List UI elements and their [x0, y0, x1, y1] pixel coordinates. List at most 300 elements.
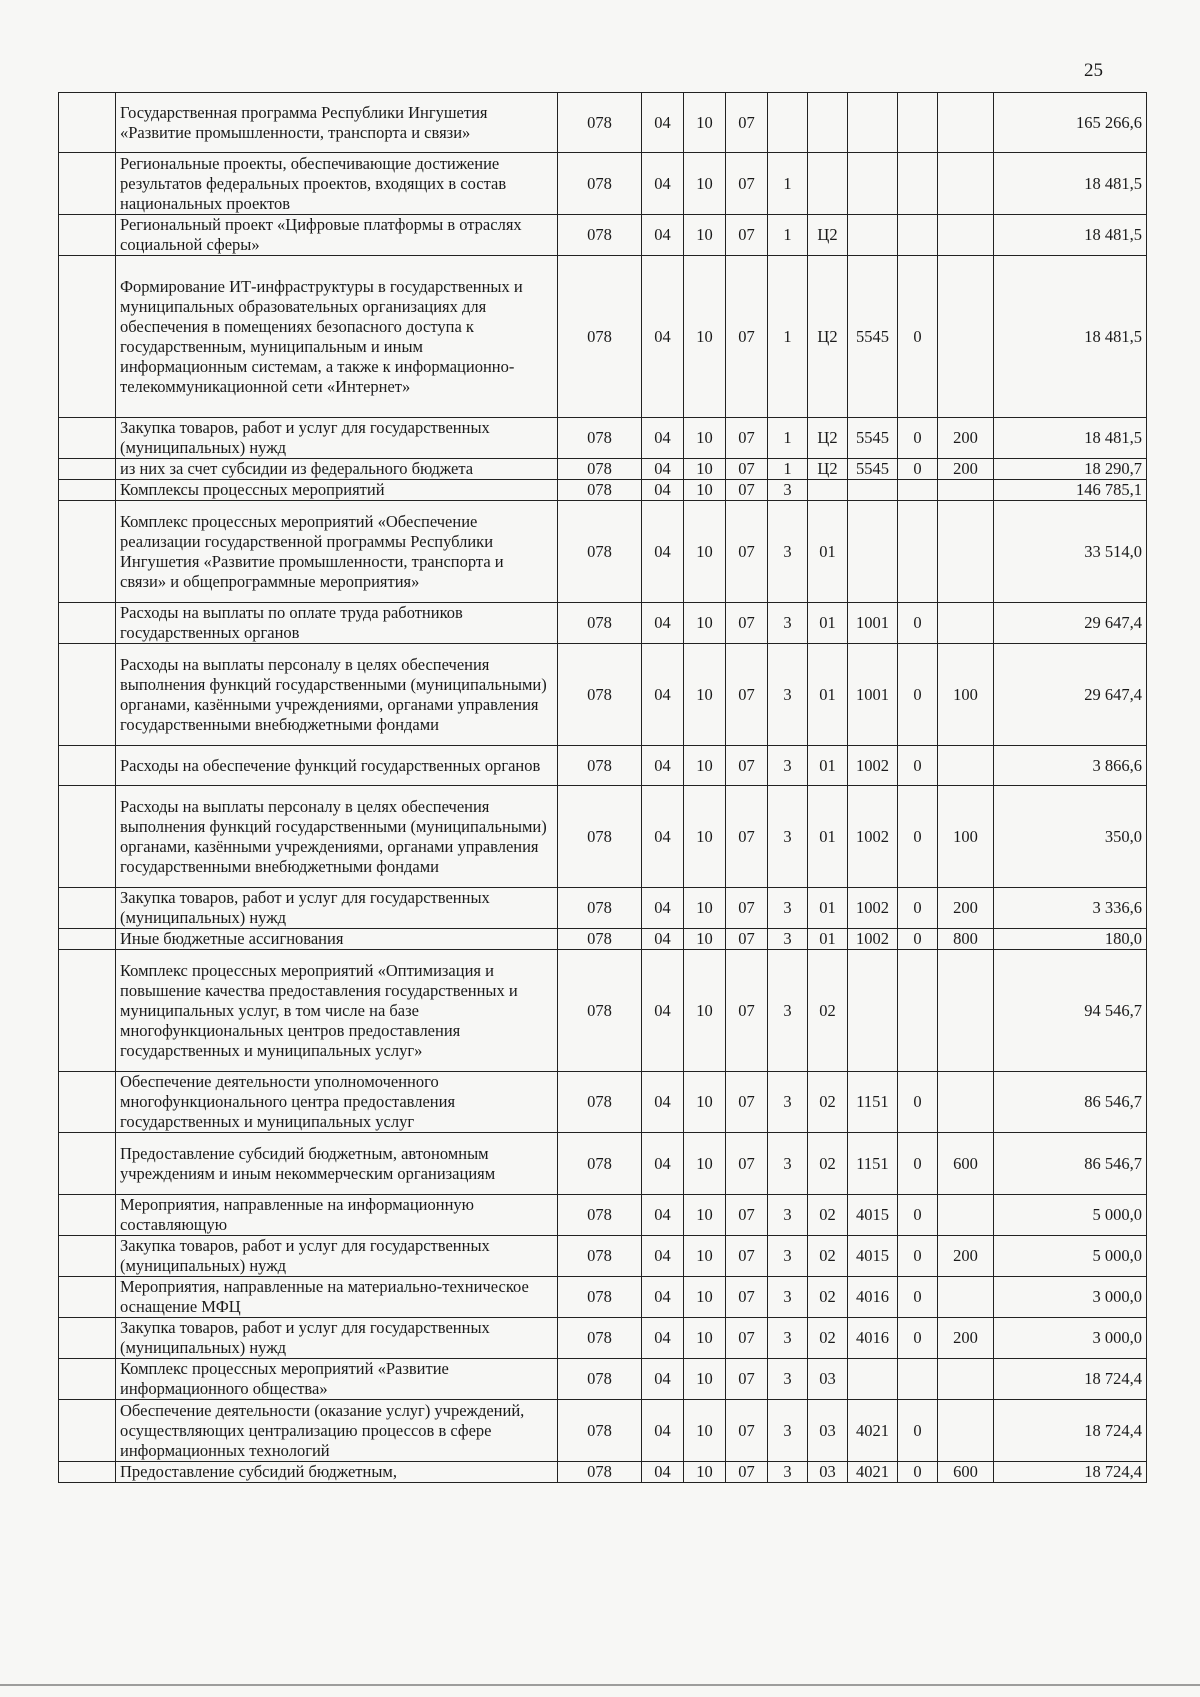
table-row: [59, 1277, 1147, 1318]
code-project: 02: [808, 1236, 848, 1277]
code-program: 07: [726, 501, 768, 603]
table-row: [59, 418, 1147, 459]
page-number: 25: [1084, 60, 1103, 81]
code-section: 04: [642, 1236, 684, 1277]
code-type: 3: [768, 644, 808, 746]
code-project: 01: [808, 501, 848, 603]
code-direction: [848, 950, 898, 1072]
code-program: 07: [726, 1318, 768, 1359]
row-name: Государственная программа Республики Ингушетия «Развитие промышленности, транспорта и связи»: [116, 93, 558, 153]
code-program: 07: [726, 459, 768, 480]
code-program: 07: [726, 929, 768, 950]
code-expense-type: [938, 93, 994, 153]
code-project: 03: [808, 1462, 848, 1483]
code-type: 3: [768, 950, 808, 1072]
row-amount: 5 000,0: [994, 1236, 1147, 1277]
code-sub: [898, 215, 938, 256]
row-number-cell: [59, 1318, 116, 1359]
row-amount: 3 000,0: [994, 1277, 1147, 1318]
budget-table: [58, 92, 1147, 1483]
code-program: 07: [726, 480, 768, 501]
code-section: 04: [642, 1359, 684, 1400]
code-type: 3: [768, 1236, 808, 1277]
code-project: 01: [808, 746, 848, 786]
row-name: Расходы на выплаты персоналу в целях обеспечения выполнения функций государственными (муниципальными) органами, казёнными учреждениями, органами управления государственными внебюджетными фондами: [116, 644, 558, 746]
code-section: 04: [642, 1277, 684, 1318]
code-section: 04: [642, 1462, 684, 1483]
row-amount: 18 724,4: [994, 1400, 1147, 1462]
code-ministry: 078: [558, 480, 642, 501]
code-section: 04: [642, 950, 684, 1072]
code-sub: 0: [898, 1462, 938, 1483]
code-subsection: 10: [684, 644, 726, 746]
code-direction: 1151: [848, 1072, 898, 1133]
code-project: [808, 93, 848, 153]
code-direction: 5545: [848, 256, 898, 418]
table-row: [59, 1236, 1147, 1277]
code-expense-type: 100: [938, 786, 994, 888]
code-expense-type: [938, 603, 994, 644]
code-subsection: 10: [684, 256, 726, 418]
code-subsection: 10: [684, 1318, 726, 1359]
code-expense-type: 200: [938, 1236, 994, 1277]
code-subsection: 10: [684, 1236, 726, 1277]
code-direction: [848, 93, 898, 153]
code-ministry: 078: [558, 786, 642, 888]
code-section: 04: [642, 1318, 684, 1359]
row-name: Обеспечение деятельности уполномоченного многофункционального центра предоставления государственных и муниципальных услуг: [116, 1072, 558, 1133]
code-direction: 5545: [848, 418, 898, 459]
table-row: [59, 1359, 1147, 1400]
code-subsection: 10: [684, 1277, 726, 1318]
code-expense-type: 200: [938, 888, 994, 929]
row-amount: 18 481,5: [994, 256, 1147, 418]
code-subsection: 10: [684, 888, 726, 929]
code-project: Ц2: [808, 459, 848, 480]
row-name: Расходы на обеспечение функций государственных органов: [116, 746, 558, 786]
row-name: Закупка товаров, работ и услуг для государственных (муниципальных) нужд: [116, 418, 558, 459]
code-section: 04: [642, 888, 684, 929]
code-ministry: 078: [558, 644, 642, 746]
row-number-cell: [59, 459, 116, 480]
code-project: 02: [808, 1318, 848, 1359]
code-sub: 0: [898, 888, 938, 929]
row-name: Мероприятия, направленные на информационную составляющую: [116, 1195, 558, 1236]
code-ministry: 078: [558, 950, 642, 1072]
table-row: [59, 215, 1147, 256]
code-project: 03: [808, 1359, 848, 1400]
row-name: из них за счет субсидии из федерального бюджета: [116, 459, 558, 480]
code-program: 07: [726, 215, 768, 256]
code-section: 04: [642, 93, 684, 153]
code-ministry: 078: [558, 1072, 642, 1133]
code-subsection: 10: [684, 153, 726, 215]
code-expense-type: [938, 1072, 994, 1133]
code-section: 04: [642, 480, 684, 501]
code-project: 02: [808, 1072, 848, 1133]
table-row: [59, 950, 1147, 1072]
table-row: [59, 746, 1147, 786]
code-subsection: 10: [684, 1462, 726, 1483]
code-direction: [848, 153, 898, 215]
code-ministry: 078: [558, 746, 642, 786]
code-sub: 0: [898, 256, 938, 418]
code-project: 02: [808, 1133, 848, 1195]
code-type: 3: [768, 888, 808, 929]
row-name: Мероприятия, направленные на материально-техническое оснащение МФЦ: [116, 1277, 558, 1318]
code-type: 3: [768, 1195, 808, 1236]
code-subsection: 10: [684, 501, 726, 603]
row-name: Региональный проект «Цифровые платформы в отраслях социальной сферы»: [116, 215, 558, 256]
code-subsection: 10: [684, 1195, 726, 1236]
row-number-cell: [59, 1236, 116, 1277]
code-ministry: 078: [558, 215, 642, 256]
code-direction: 4021: [848, 1462, 898, 1483]
code-ministry: 078: [558, 929, 642, 950]
code-program: 07: [726, 1133, 768, 1195]
code-sub: 0: [898, 418, 938, 459]
code-sub: 0: [898, 1072, 938, 1133]
code-program: 07: [726, 1195, 768, 1236]
code-project: 01: [808, 888, 848, 929]
row-number-cell: [59, 746, 116, 786]
code-direction: 4016: [848, 1277, 898, 1318]
code-direction: 1001: [848, 644, 898, 746]
row-name: Иные бюджетные ассигнования: [116, 929, 558, 950]
code-direction: 4021: [848, 1400, 898, 1462]
row-number-cell: [59, 1359, 116, 1400]
code-type: [768, 93, 808, 153]
row-number-cell: [59, 786, 116, 888]
code-project: 03: [808, 1400, 848, 1462]
code-subsection: 10: [684, 786, 726, 888]
code-type: 3: [768, 480, 808, 501]
code-section: 04: [642, 418, 684, 459]
code-program: 07: [726, 888, 768, 929]
code-section: 04: [642, 1195, 684, 1236]
code-section: 04: [642, 603, 684, 644]
row-amount: 33 514,0: [994, 501, 1147, 603]
code-subsection: 10: [684, 603, 726, 644]
table-row: [59, 1133, 1147, 1195]
code-direction: 4015: [848, 1236, 898, 1277]
code-direction: [848, 501, 898, 603]
code-program: 07: [726, 1359, 768, 1400]
row-number-cell: [59, 929, 116, 950]
row-name: Комплекс процессных мероприятий «Обеспечение реализации государственной программы Республики Ингушетия «Развитие промышленности, транспорта и связи» и общепрограммные мероприятия»: [116, 501, 558, 603]
code-type: 1: [768, 256, 808, 418]
code-project: 01: [808, 929, 848, 950]
row-name: Формирование ИТ-инфраструктуры в государственных и муниципальных образовательных организациях для обеспечения в помещениях безопасного доступа к государственным, муниципальным и иным информационным системам, а также к информационно-телекоммуникационной сети «Интернет»: [116, 256, 558, 418]
table-row: [59, 1318, 1147, 1359]
row-number-cell: [59, 603, 116, 644]
code-section: 04: [642, 1072, 684, 1133]
code-section: 04: [642, 786, 684, 888]
code-type: 3: [768, 603, 808, 644]
code-program: 07: [726, 746, 768, 786]
code-subsection: 10: [684, 746, 726, 786]
table-row: [59, 93, 1147, 153]
code-sub: 0: [898, 1133, 938, 1195]
table-row: [59, 256, 1147, 418]
row-name: Обеспечение деятельности (оказание услуг) учреждений, осуществляющих централизацию процессов в сфере информационных технологий: [116, 1400, 558, 1462]
code-section: 04: [642, 459, 684, 480]
code-program: 07: [726, 153, 768, 215]
table-row: [59, 501, 1147, 603]
code-section: 04: [642, 256, 684, 418]
code-program: 07: [726, 1400, 768, 1462]
row-name: Расходы на выплаты по оплате труда работников государственных органов: [116, 603, 558, 644]
code-program: 07: [726, 1277, 768, 1318]
code-sub: [898, 480, 938, 501]
code-ministry: 078: [558, 1462, 642, 1483]
code-project: Ц2: [808, 215, 848, 256]
code-ministry: 078: [558, 603, 642, 644]
code-ministry: 078: [558, 888, 642, 929]
row-amount: 3 336,6: [994, 888, 1147, 929]
code-direction: 1151: [848, 1133, 898, 1195]
code-ministry: 078: [558, 418, 642, 459]
code-expense-type: 600: [938, 1462, 994, 1483]
row-name: Комплексы процессных мероприятий: [116, 480, 558, 501]
code-sub: 0: [898, 603, 938, 644]
code-expense-type: [938, 215, 994, 256]
row-number-cell: [59, 1133, 116, 1195]
row-number-cell: [59, 1195, 116, 1236]
row-number-cell: [59, 256, 116, 418]
row-number-cell: [59, 888, 116, 929]
code-program: 07: [726, 1072, 768, 1133]
table-row: [59, 786, 1147, 888]
code-direction: 4015: [848, 1195, 898, 1236]
row-amount: 18 481,5: [994, 418, 1147, 459]
code-section: 04: [642, 929, 684, 950]
code-type: 1: [768, 153, 808, 215]
code-program: 07: [726, 786, 768, 888]
row-name: Закупка товаров, работ и услуг для государственных (муниципальных) нужд: [116, 1236, 558, 1277]
row-amount: 18 481,5: [994, 215, 1147, 256]
code-sub: 0: [898, 644, 938, 746]
table-row: [59, 1400, 1147, 1462]
code-program: 07: [726, 256, 768, 418]
code-direction: 4016: [848, 1318, 898, 1359]
code-direction: 1002: [848, 746, 898, 786]
row-number-cell: [59, 1400, 116, 1462]
code-subsection: 10: [684, 93, 726, 153]
code-type: 3: [768, 1318, 808, 1359]
row-name: Региональные проекты, обеспечивающие достижение результатов федеральных проектов, входящих в состав национальных проектов: [116, 153, 558, 215]
code-expense-type: [938, 1359, 994, 1400]
code-direction: [848, 1359, 898, 1400]
code-program: 07: [726, 1236, 768, 1277]
code-section: 04: [642, 153, 684, 215]
code-sub: 0: [898, 746, 938, 786]
row-number-cell: [59, 215, 116, 256]
table-row: [59, 1462, 1147, 1483]
code-expense-type: [938, 1400, 994, 1462]
row-name: Комплекс процессных мероприятий «Оптимизация и повышение качества предоставления государственных и муниципальных услуг, в том числе на базе многофункциональных центров предоставления государственных и муниципальных услуг»: [116, 950, 558, 1072]
row-number-cell: [59, 501, 116, 603]
code-subsection: 10: [684, 950, 726, 1072]
row-amount: 29 647,4: [994, 603, 1147, 644]
page-bottom-edge: [0, 1684, 1200, 1686]
code-ministry: 078: [558, 1277, 642, 1318]
code-sub: 0: [898, 786, 938, 888]
code-project: 02: [808, 1195, 848, 1236]
code-direction: 5545: [848, 459, 898, 480]
code-project: 01: [808, 644, 848, 746]
row-amount: 165 266,6: [994, 93, 1147, 153]
code-ministry: 078: [558, 1359, 642, 1400]
code-sub: 0: [898, 1400, 938, 1462]
code-sub: [898, 153, 938, 215]
code-sub: 0: [898, 1277, 938, 1318]
code-section: 04: [642, 215, 684, 256]
table-row: [59, 603, 1147, 644]
code-sub: 0: [898, 1318, 938, 1359]
code-program: 07: [726, 644, 768, 746]
row-amount: 3 000,0: [994, 1318, 1147, 1359]
code-subsection: 10: [684, 1072, 726, 1133]
code-ministry: 078: [558, 93, 642, 153]
row-number-cell: [59, 950, 116, 1072]
code-subsection: 10: [684, 480, 726, 501]
row-name: Закупка товаров, работ и услуг для государственных (муниципальных) нужд: [116, 1318, 558, 1359]
code-expense-type: [938, 256, 994, 418]
code-type: 3: [768, 929, 808, 950]
code-project: [808, 153, 848, 215]
code-subsection: 10: [684, 1359, 726, 1400]
code-type: 1: [768, 418, 808, 459]
code-subsection: 10: [684, 459, 726, 480]
row-name: Предоставление субсидий бюджетным,: [116, 1462, 558, 1483]
code-program: 07: [726, 1462, 768, 1483]
row-number-cell: [59, 93, 116, 153]
code-direction: 1002: [848, 929, 898, 950]
table-row: [59, 644, 1147, 746]
row-amount: 86 546,7: [994, 1072, 1147, 1133]
code-type: 3: [768, 1462, 808, 1483]
row-number-cell: [59, 153, 116, 215]
code-type: 3: [768, 1133, 808, 1195]
code-sub: 0: [898, 929, 938, 950]
row-number-cell: [59, 418, 116, 459]
row-amount: 5 000,0: [994, 1195, 1147, 1236]
row-amount: 18 481,5: [994, 153, 1147, 215]
code-direction: 1002: [848, 888, 898, 929]
row-name: Закупка товаров, работ и услуг для государственных (муниципальных) нужд: [116, 888, 558, 929]
row-name: Комплекс процессных мероприятий «Развитие информационного общества»: [116, 1359, 558, 1400]
code-type: 3: [768, 786, 808, 888]
code-section: 04: [642, 1133, 684, 1195]
code-type: 1: [768, 459, 808, 480]
code-expense-type: [938, 1277, 994, 1318]
table-row: [59, 929, 1147, 950]
code-program: 07: [726, 418, 768, 459]
code-ministry: 078: [558, 1133, 642, 1195]
code-type: 3: [768, 1072, 808, 1133]
code-section: 04: [642, 644, 684, 746]
code-expense-type: 200: [938, 418, 994, 459]
code-subsection: 10: [684, 1400, 726, 1462]
code-expense-type: [938, 746, 994, 786]
code-sub: [898, 93, 938, 153]
row-number-cell: [59, 1072, 116, 1133]
code-ministry: 078: [558, 1236, 642, 1277]
row-amount: 29 647,4: [994, 644, 1147, 746]
row-amount: 350,0: [994, 786, 1147, 888]
row-name: Предоставление субсидий бюджетным, автономным учреждениям и иным некоммерческим организациям: [116, 1133, 558, 1195]
code-subsection: 10: [684, 418, 726, 459]
code-expense-type: 600: [938, 1133, 994, 1195]
code-ministry: 078: [558, 459, 642, 480]
code-project: [808, 480, 848, 501]
code-type: 3: [768, 746, 808, 786]
code-section: 04: [642, 746, 684, 786]
code-ministry: 078: [558, 256, 642, 418]
code-direction: 1002: [848, 786, 898, 888]
table-row: [59, 1195, 1147, 1236]
code-project: 01: [808, 603, 848, 644]
code-ministry: 078: [558, 501, 642, 603]
code-expense-type: 200: [938, 1318, 994, 1359]
code-type: 3: [768, 501, 808, 603]
row-amount: 18 724,4: [994, 1462, 1147, 1483]
code-section: 04: [642, 501, 684, 603]
code-sub: 0: [898, 1236, 938, 1277]
code-type: 1: [768, 215, 808, 256]
code-subsection: 10: [684, 215, 726, 256]
code-expense-type: 800: [938, 929, 994, 950]
code-direction: [848, 215, 898, 256]
code-expense-type: [938, 480, 994, 501]
row-number-cell: [59, 1277, 116, 1318]
code-subsection: 10: [684, 1133, 726, 1195]
code-expense-type: [938, 950, 994, 1072]
code-project: 02: [808, 1277, 848, 1318]
code-expense-type: [938, 1195, 994, 1236]
code-sub: [898, 501, 938, 603]
code-sub: 0: [898, 459, 938, 480]
table-row: [59, 153, 1147, 215]
code-expense-type: 200: [938, 459, 994, 480]
row-amount: 86 546,7: [994, 1133, 1147, 1195]
code-ministry: 078: [558, 1195, 642, 1236]
code-ministry: 078: [558, 1318, 642, 1359]
code-type: 3: [768, 1359, 808, 1400]
row-number-cell: [59, 480, 116, 501]
code-project: 02: [808, 950, 848, 1072]
code-type: 3: [768, 1277, 808, 1318]
row-amount: 3 866,6: [994, 746, 1147, 786]
code-expense-type: [938, 153, 994, 215]
table-row: [59, 888, 1147, 929]
code-project: 01: [808, 786, 848, 888]
code-sub: [898, 1359, 938, 1400]
row-amount: 180,0: [994, 929, 1147, 950]
code-program: 07: [726, 603, 768, 644]
table-row: [59, 459, 1147, 480]
table-row: [59, 1072, 1147, 1133]
code-project: Ц2: [808, 256, 848, 418]
row-amount: 94 546,7: [994, 950, 1147, 1072]
code-sub: 0: [898, 1195, 938, 1236]
code-direction: 1001: [848, 603, 898, 644]
table-row: [59, 480, 1147, 501]
code-sub: [898, 950, 938, 1072]
code-ministry: 078: [558, 1400, 642, 1462]
row-amount: 18 290,7: [994, 459, 1147, 480]
